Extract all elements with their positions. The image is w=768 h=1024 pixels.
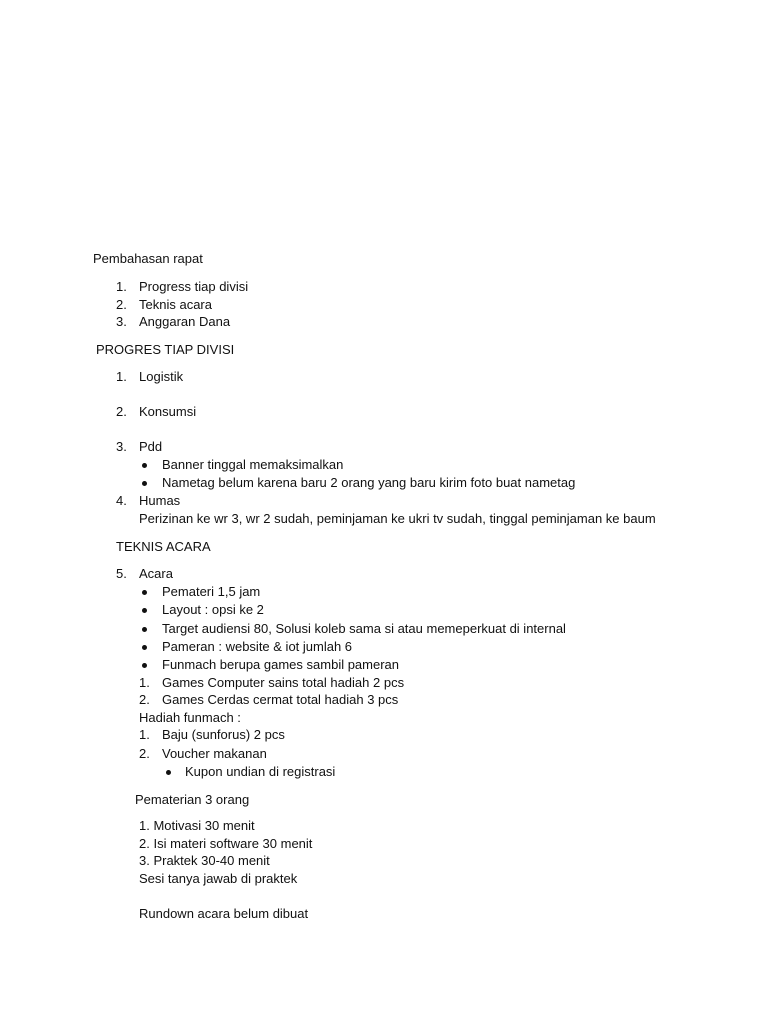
- agenda-number: 3.: [116, 314, 127, 329]
- pematerian-item: 1. Motivasi 30 menit: [139, 818, 255, 833]
- bullet-icon: [142, 645, 147, 650]
- agenda-item: Progress tiap divisi: [139, 279, 249, 294]
- agenda-item: Anggaran Dana: [139, 314, 231, 329]
- humas-note: Perizinan ke wr 3, wr 2 sudah, peminjaman ke ukri tv sudah, tinggal peminjaman ke baum: [139, 511, 656, 526]
- agenda-number: 2.: [116, 297, 127, 312]
- list-item: Pameran : website & iot jumlah 6: [162, 639, 353, 654]
- bullet-icon: [142, 627, 147, 632]
- hadiah-number: 1.: [139, 727, 150, 742]
- list-item: Target audiensi 80, Solusi koleb sama si atau memeperkuat di internal: [162, 621, 566, 636]
- hadiah-number: 2.: [139, 746, 150, 761]
- bullet-icon: [166, 770, 171, 775]
- games-item: Games Computer sains total hadiah 2 pcs: [162, 675, 405, 690]
- acara-item: Acara: [139, 566, 173, 581]
- bullet-icon: [142, 663, 147, 668]
- agenda-item: Teknis acara: [139, 297, 212, 312]
- list-item: Layout : opsi ke 2: [162, 602, 264, 617]
- section-teknis-heading: TEKNIS ACARA: [116, 539, 211, 554]
- division-item: Humas: [139, 493, 181, 508]
- bullet-icon: [142, 481, 147, 486]
- list-item: Pemateri 1,5 jam: [162, 584, 261, 599]
- bullet-icon: [142, 463, 147, 468]
- bullet-icon: [142, 608, 147, 613]
- division-number: 3.: [116, 439, 127, 454]
- division-item: Konsumsi: [139, 404, 197, 419]
- pematerian-item: 3. Praktek 30-40 menit: [139, 853, 270, 868]
- list-item: Banner tinggal memaksimalkan: [162, 457, 344, 472]
- division-number: 2.: [116, 404, 127, 419]
- division-number: 4.: [116, 493, 127, 508]
- list-item: Nametag belum karena baru 2 orang yang baru kirim foto buat nametag: [162, 475, 576, 490]
- agenda-number: 1.: [116, 279, 127, 294]
- division-item: Pdd: [139, 439, 163, 454]
- games-number: 2.: [139, 692, 150, 707]
- games-number: 1.: [139, 675, 150, 690]
- pematerian-item: 2. Isi materi software 30 menit: [139, 836, 313, 851]
- section-progress-heading: PROGRES TIAP DIVISI: [96, 342, 235, 357]
- bullet-icon: [142, 590, 147, 595]
- acara-number: 5.: [116, 566, 127, 581]
- pematerian-label: Pematerian 3 orang: [135, 792, 250, 807]
- sesi-note: Sesi tanya jawab di praktek: [139, 871, 298, 886]
- list-item: Funmach berupa games sambil pameran: [162, 657, 400, 672]
- division-item: Logistik: [139, 369, 184, 384]
- division-number: 1.: [116, 369, 127, 384]
- hadiah-item: Voucher makanan: [162, 746, 267, 761]
- hadiah-label: Hadiah funmach :: [139, 710, 241, 725]
- hadiah-item: Baju (sunforus) 2 pcs: [162, 727, 285, 742]
- rundown-note: Rundown acara belum dibuat: [139, 906, 309, 921]
- document-heading: Pembahasan rapat: [93, 251, 203, 266]
- list-item: Kupon undian di registrasi: [185, 764, 336, 779]
- games-item: Games Cerdas cermat total hadiah 3 pcs: [162, 692, 399, 707]
